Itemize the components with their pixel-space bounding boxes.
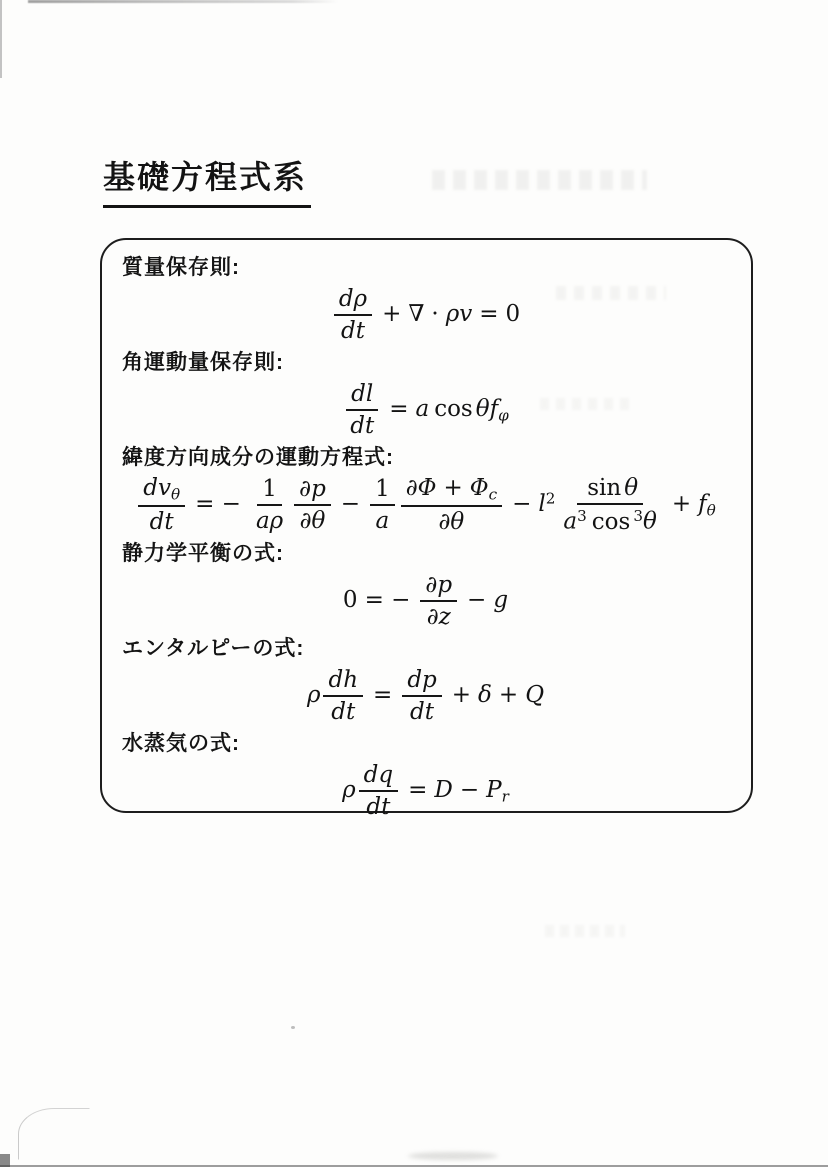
page-title: 基礎方程式系	[103, 152, 311, 208]
equation-item-mass-conservation	[122, 254, 729, 346]
equation-item-hydrostatic-balance	[122, 540, 729, 632]
math-token: = −	[195, 491, 241, 518]
math-token: P	[486, 777, 502, 804]
equation-formula	[122, 472, 729, 537]
fraction	[294, 476, 331, 534]
math-token: c	[488, 485, 498, 504]
scan-artifact-ghost-text	[545, 925, 625, 937]
math-token: f	[489, 396, 499, 422]
math-token: θ	[642, 508, 657, 535]
fraction	[359, 762, 398, 820]
math-token: =	[479, 301, 499, 327]
math-token: cos	[591, 508, 631, 535]
scan-artifact-dot	[291, 1026, 295, 1029]
fraction	[138, 475, 185, 535]
math-token: θ	[170, 485, 181, 504]
fraction	[370, 476, 395, 534]
math-token: ∇	[408, 301, 425, 327]
math-token: dρ	[338, 286, 368, 312]
math-token: θ	[706, 501, 716, 520]
fraction	[401, 475, 502, 535]
equation-formula	[122, 568, 729, 632]
math-token: g	[493, 587, 509, 614]
math-token: dt	[410, 699, 435, 726]
math-token: l	[538, 491, 546, 518]
math-token: −	[512, 491, 532, 518]
math-token: cos	[434, 396, 473, 422]
math-token: dv	[143, 475, 171, 501]
math-token: ρ	[306, 682, 321, 709]
math-token: φ	[498, 406, 509, 425]
fraction	[345, 381, 379, 439]
equation-formula	[122, 758, 729, 822]
equation-label: 静力学平衡の式:	[122, 542, 284, 566]
math-token: a	[563, 508, 578, 535]
fraction	[420, 572, 457, 630]
math-token: 0	[342, 587, 358, 614]
math-token: D	[434, 777, 453, 804]
math-token: dl	[351, 381, 374, 407]
math-token: −	[467, 587, 487, 614]
fraction	[251, 476, 288, 534]
math-token: ·	[431, 301, 439, 327]
math-token: +	[451, 682, 472, 709]
fraction	[334, 286, 372, 344]
math-token: aρ	[255, 508, 284, 535]
math-token: ∂z	[426, 604, 451, 631]
math-token: =	[389, 396, 409, 422]
math-token: dp	[407, 667, 437, 694]
scan-artifact-arc	[18, 1108, 90, 1160]
equation-label: 緯度方向成分の運動方程式:	[122, 446, 394, 469]
math-token: dt	[149, 509, 174, 536]
math-token: dt	[340, 318, 365, 344]
math-token: 3	[577, 507, 587, 526]
equation-label: 角運動量保存則:	[122, 351, 284, 374]
math-token: =	[373, 682, 393, 709]
math-token: 3	[633, 507, 643, 526]
math-token: r	[501, 787, 509, 806]
math-token: −	[340, 491, 361, 518]
math-token: ∂p	[425, 572, 453, 599]
equation-label: エンタルピーの式:	[122, 637, 305, 661]
math-token: = −	[364, 587, 411, 614]
math-token: +	[671, 491, 692, 518]
math-token: 2	[545, 489, 556, 508]
scan-artifact-ghost-text	[432, 170, 647, 190]
equation-label: 水蒸気の式:	[122, 732, 240, 756]
math-token: dt	[366, 794, 391, 821]
math-token: θ	[624, 475, 639, 502]
scan-artifact-smudge	[408, 1152, 498, 1160]
fraction	[558, 475, 661, 535]
math-token: dq	[363, 762, 394, 789]
math-token: a	[415, 396, 430, 422]
equation-item-enthalpy	[122, 635, 729, 727]
math-token: ∂θ	[299, 508, 326, 535]
math-token: ∂p	[299, 476, 326, 503]
math-token: ρv	[445, 301, 473, 327]
math-token: Q	[525, 682, 545, 709]
math-token: sin	[587, 475, 622, 502]
equation-item-angular-momentum	[122, 349, 729, 441]
math-token: ρ	[342, 777, 356, 804]
math-token: Φ	[469, 475, 489, 501]
math-token: +	[443, 475, 463, 501]
math-token: 1	[262, 476, 277, 503]
scan-artifact-corner-mark	[0, 1154, 10, 1167]
equation-formula	[122, 282, 729, 346]
math-token: dh	[328, 667, 359, 694]
math-token: dt	[350, 413, 375, 439]
scan-artifact-left-edge	[0, 0, 2, 78]
math-token: ∂θ	[438, 509, 465, 536]
math-token: −	[459, 777, 480, 804]
equation-item-latitudinal-motion	[122, 444, 729, 537]
fraction	[323, 667, 363, 725]
math-token: =	[408, 777, 428, 804]
equation-label: 質量保存則:	[122, 256, 240, 279]
math-token: δ	[478, 682, 492, 709]
math-token: a	[375, 508, 390, 535]
equations-box	[100, 238, 753, 821]
equation-item-water-vapor	[122, 730, 729, 822]
equation-formula	[122, 663, 729, 727]
math-token: f	[698, 491, 707, 518]
math-token: 0	[505, 301, 521, 327]
equation-formula	[122, 377, 729, 441]
math-token: dt	[331, 699, 356, 726]
math-token: ∂Φ	[405, 475, 437, 501]
math-token: 1	[375, 476, 390, 503]
math-token: +	[382, 301, 402, 327]
math-token: +	[498, 682, 519, 709]
fraction	[402, 667, 441, 725]
scan-artifact-top-streak	[28, 0, 338, 3]
math-token: θ	[475, 396, 490, 422]
